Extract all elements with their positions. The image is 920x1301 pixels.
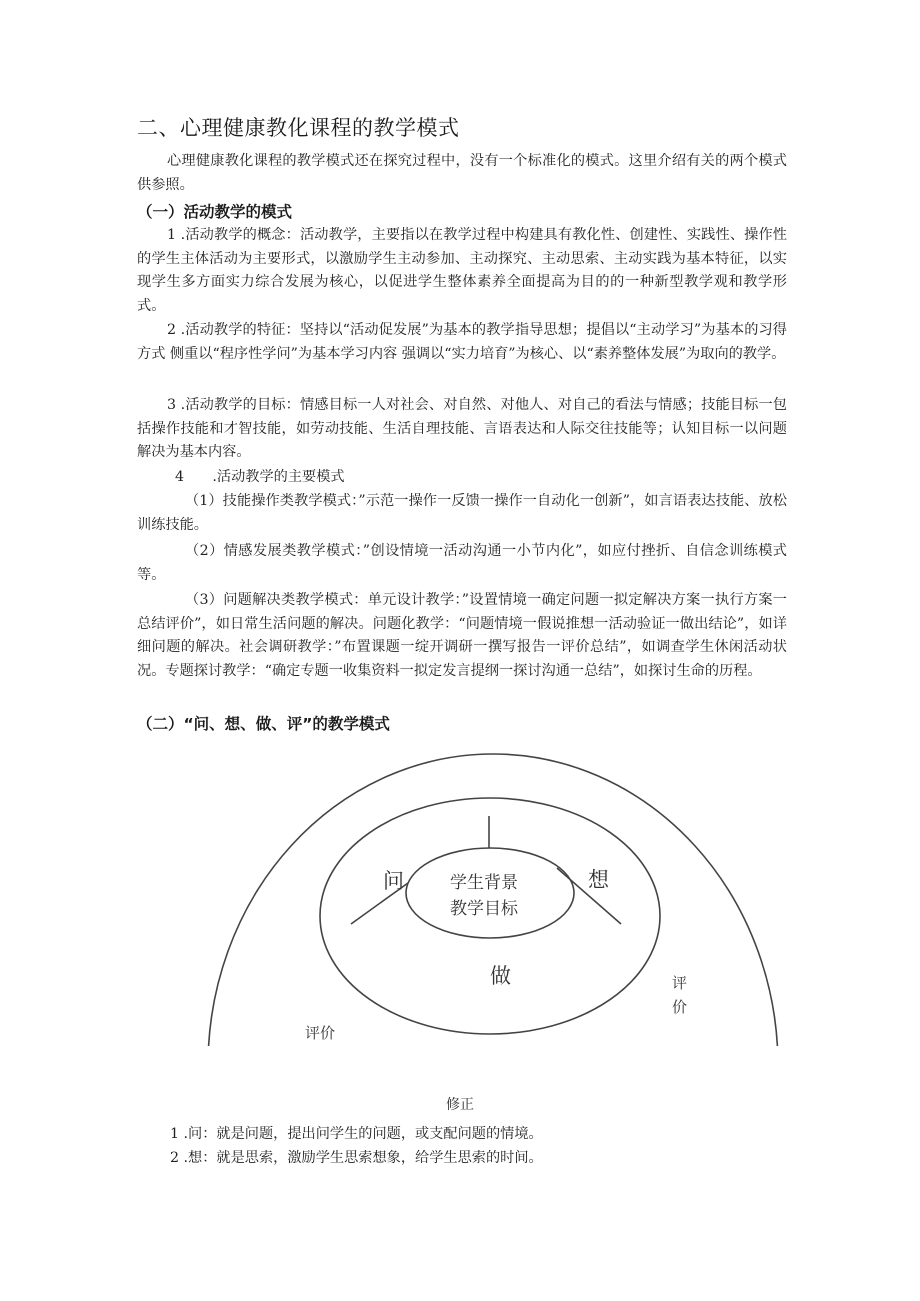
intro-paragraph: 心理健康教化课程的教学模式还在探究过程中，没有一个标准化的模式。这里介绍有关的两个模式供参照。 bbox=[137, 153, 787, 193]
label-evaluate-right-1: 评 bbox=[672, 974, 688, 992]
section1-paragraph-1: 1 .活动教学的概念：活动教学，主要指以在教学过程中构建具有教化性、创建性、实践性、操作性的学生主体活动为主要形式，以激励学生主动参加、主动探究、主动思索、主动实践为基本特征，以实现学生多方面实力综合发展为核心，以促进学生整体素养全面提高为目的的一种新型教学观和教学形式。 bbox=[137, 227, 787, 314]
list-item: 2 .想：就是思索，激励学生思索想象，给学生思索的时间。 bbox=[170, 1150, 543, 1166]
section2-title: （二）“问、想、做、评”的教学模式 bbox=[137, 715, 390, 733]
label-evaluate-right-2: 价 bbox=[672, 998, 688, 1016]
list-item: 1 .问：就是问题，提出问学生的问题，或支配问题的情境。 bbox=[170, 1126, 543, 1142]
center-label-goal: 教学目标 bbox=[450, 899, 518, 919]
mode-2-paragraph: （2）情感发展类教学模式：”创设情境一活动沟通一小节内化”，如应付挫折、自信念训练模式等。 bbox=[137, 543, 787, 583]
center-label-background: 学生背景 bbox=[450, 873, 518, 893]
label-evaluate-left: 评价 bbox=[305, 1024, 336, 1042]
mode-1-paragraph: （1）技能操作类教学模式：”示范一操作一反馈一操作一自动化一创新”，如言语表达技能、放松训练技能。 bbox=[137, 493, 787, 533]
label-ask: 问 bbox=[383, 869, 404, 893]
section1-paragraph-2: 2 .活动教学的特征：坚持以“活动促发展”为基本的教学指导思想；提倡以“主动学习”为基本的习得方式 侧重以“程序性学问”为基本学习内容 强调以“实力培育”为核心、以“素养整体发展”为取向的教学。 bbox=[137, 322, 787, 362]
diagram-caption: 修正 bbox=[446, 1097, 474, 1113]
section1-paragraph-4: 4 .活动教学的主要模式 bbox=[175, 469, 345, 485]
page-heading: 二、心理健康教化课程的教学模式 bbox=[137, 116, 460, 140]
label-think: 想 bbox=[588, 868, 609, 892]
mode-3-paragraph: （3）问题解决类教学模式：单元设计教学：”设置情境一确定问题一拟定解决方案一执行方案一总结评价”，如日常生活问题的解决。问题化教学：“问题情境一假说推想一活动验证一做出结论”，如详细问题的解决。社会调研教学：”布置课题一绽开调研一撰写报告一评价总结”，如调查学生休闲活动状况。专题探讨教学：“确定专题一收集资料一拟定发言提纲一探讨沟通一总结”，如探讨生命的历程。 bbox=[137, 592, 787, 679]
section1-paragraph-3: 3 .活动教学的目标：情感目标一人对社会、对自然、对他人、对自己的看法与情感；技能目标一包括操作技能和才智技能，如劳动技能、生活自理技能、言语表达和人际交往技能等；认知目标一以问题解决为基本内容。 bbox=[137, 397, 787, 460]
section1-title: （一）活动教学的模式 bbox=[137, 203, 293, 221]
label-do: 做 bbox=[490, 964, 511, 988]
teaching-model-diagram bbox=[195, 748, 795, 1050]
inner-ellipse-background bbox=[406, 848, 574, 938]
